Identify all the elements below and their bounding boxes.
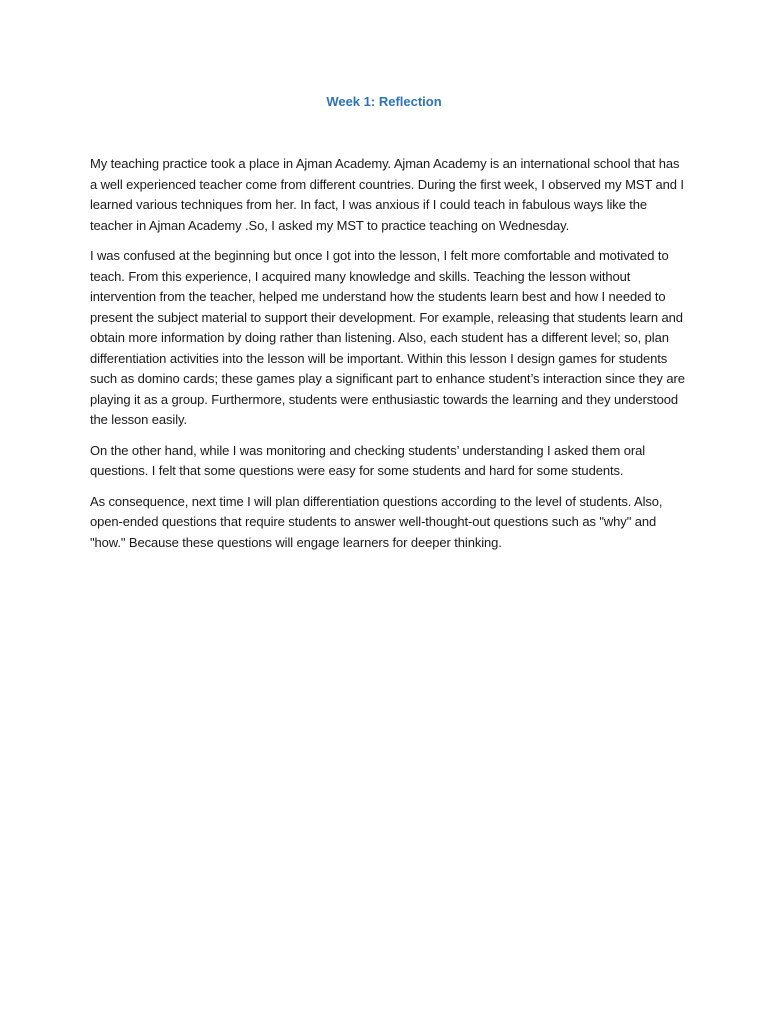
paragraph-next-steps: As consequence, next time I will plan differentiation questions according to the level of students. Also, open-ended questions that require students to answer well-thought-out questions such as "why" and "how." Because these questions will engage learners for deeper thinking.: [90, 493, 663, 550]
paragraph-experience: I was confused at the beginning but once I got into the lesson, I felt more comfortable and motivated to teach. From this experience, I acquired many knowledge and skills. Teaching the lesson without intervention from the teacher, helped me understand how the students learn best and how I needed to present the subject material to support their development. For example, releasing that students learn and obtain more information by doing rather than listening. Also, each student has a different level; so, plan differentiation activities into the lesson will be important. Within this lesson I design games for students such as domino cards; these games play a significant part to enhance student’s interaction since they are playing it as a group. Furthermore, students were enthusiastic towards the learning and they understood the lesson easily.: [90, 248, 685, 427]
paragraph-monitoring: On the other hand, while I was monitoring and checking students’ understanding I asked them oral questions. I felt that some questions were easy for some students and hard for some students.: [90, 442, 646, 478]
document-title: Week 1: Reflection: [326, 94, 442, 109]
paragraph-intro: My teaching practice took a place in Ajman Academy. Ajman Academy is an international school that has a well experienced teacher come from different countries. During the first week, I observed my MST and I learned various techniques from her. In fact, I was anxious if I could teach in fabulous ways like the teacher in Ajman Academy .So, I asked my MST to practice teaching on Wednesday.: [90, 156, 684, 233]
document-body: [90, 154, 686, 563]
